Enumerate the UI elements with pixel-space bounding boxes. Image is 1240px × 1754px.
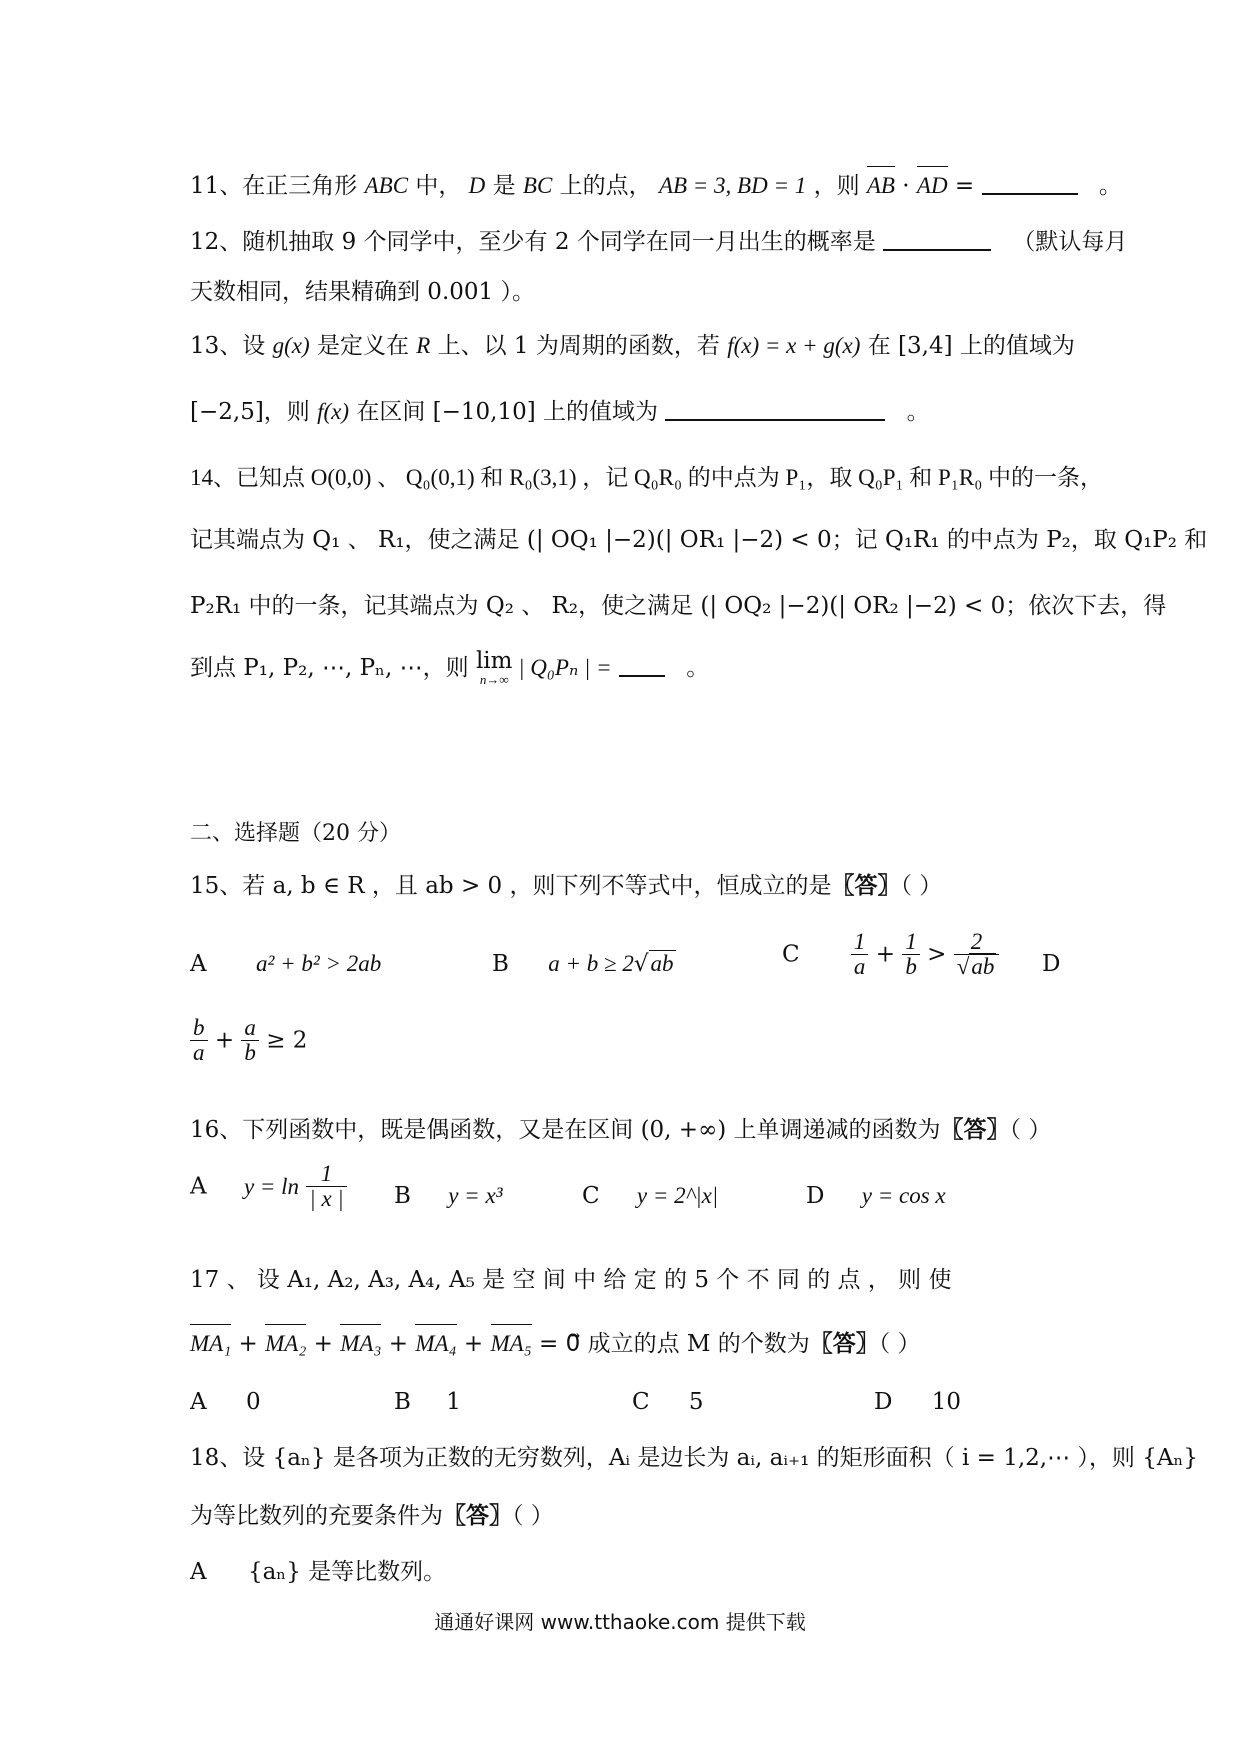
q15-c-plus: +: [875, 941, 896, 968]
question-14-line-2: [190, 522, 1208, 558]
q17-text-2: 成立的点 M 的个数为: [587, 1331, 810, 1357]
q16-a-label: A: [190, 1173, 207, 1200]
question-14-line-3: [190, 588, 1167, 624]
q15-c-d2: b: [905, 954, 917, 980]
q11-vector-ab: AB: [867, 168, 895, 204]
q15-d-d2: b: [244, 1040, 256, 1066]
q17-option-d: [874, 1384, 961, 1420]
q17-a-label: A: [190, 1389, 207, 1415]
q12-text-2: 天数相同，结果精确到 0.001 ）。: [190, 279, 535, 305]
q15-option-a: [190, 946, 381, 982]
q16-option-c: [582, 1178, 718, 1214]
q11-answer-blank: [982, 169, 1078, 195]
q17-vector-3: MA₃: [340, 1326, 381, 1362]
q15-c-gt: >: [927, 941, 947, 968]
q14-text-4: 到点 P₁, P₂, ⋯, Pₙ, ⋯，则: [190, 655, 469, 681]
question-11: [190, 168, 1122, 204]
q16-option-a: [190, 1162, 347, 1211]
q17-c-value: 5: [688, 1389, 704, 1415]
question-13: [190, 328, 1075, 364]
q13-end: 。: [906, 399, 930, 425]
q13-r: R: [416, 333, 431, 358]
q13-f2: f(x): [317, 399, 350, 424]
q17-option-a: [190, 1384, 261, 1420]
q14-text-2: 记其端点为 Q₁ 、 R₁，使之满足 (| OQ₁ |−2)(| OR₁ |−2) < 0；记 Q₁R₁ 的中点为 P₂，取 Q₁P₂ 和: [190, 527, 1208, 553]
q14-abs: | Q₀Pₙ | =: [512, 655, 612, 680]
q13-f: f(x) = x + g(x): [727, 333, 861, 358]
q17-vector-1: MA₁: [190, 1326, 231, 1362]
q16-stem: 16、下列函数中，既是偶函数，又是在区间 (0, +∞) 上单调递减的函数为: [190, 1117, 941, 1143]
q15-d-n2: a: [241, 1016, 259, 1041]
q14-text-1: 14、已知点 O(0,0) 、 Q₀(0,1) 和 R₀(3,1) ，记 Q₀R₀ 的中点为 P₁，取 Q₀P₁ 和 P₁R₀ 中的一条，: [190, 465, 1103, 490]
q18-answer-tag: 〖答〗: [443, 1502, 512, 1529]
q15-c-d1: a: [853, 954, 866, 980]
q15-d-n1: b: [190, 1016, 208, 1041]
q12-text: 12、随机抽取 9 个同学中，至少有 2 个同学在同一月出生的概率是: [190, 229, 876, 255]
question-18: [190, 1440, 1199, 1476]
q11-text-5: ，则: [813, 173, 860, 199]
q15-b-expr: a + b ≥ 2: [548, 951, 634, 976]
q15-c-n1: 1: [851, 930, 869, 955]
q16-c-expr: y = 2^|x|: [636, 1183, 719, 1208]
q15-option-d-label: [1042, 946, 1060, 982]
q15-option-b: B a + b ≥ 2√ab: [492, 951, 674, 977]
q13-text-6: 在区间 [−10,10] 上的值域为: [356, 399, 659, 425]
q13-g: g(x): [272, 333, 310, 358]
question-17: [190, 1262, 1060, 1298]
q14-lim: lim: [475, 648, 513, 674]
q16-b-label: B: [394, 1183, 411, 1209]
q16-answer-tag: 〖答〗: [940, 1116, 1010, 1143]
q15-d-ge: ≥ 2: [266, 1027, 308, 1054]
q17-option-c: [632, 1384, 704, 1420]
q15-c-n2: 1: [902, 930, 920, 955]
q15-a-label: A: [190, 951, 207, 977]
q17-vector-5: MA₅: [491, 1326, 532, 1362]
q15-b-label: B: [492, 951, 509, 977]
q17-b-value: 1: [446, 1389, 461, 1415]
q17-plus-3: +: [381, 1331, 416, 1357]
q17-a-value: 0: [245, 1389, 261, 1415]
q17-paren: （ ）: [878, 1331, 921, 1357]
q16-paren: （ ）: [1009, 1117, 1052, 1143]
q11-text-3: 是: [492, 173, 516, 199]
q11-point-d: D: [468, 173, 486, 198]
q17-d-label: D: [874, 1389, 893, 1415]
q17-b-label: B: [394, 1389, 411, 1415]
q14-answer-blank: [619, 651, 665, 677]
q18-a-label: A: [190, 1559, 207, 1585]
q17-answer-tag: 〖答〗: [809, 1330, 879, 1357]
q16-c-label: C: [582, 1183, 600, 1209]
q12-note: （默认每月: [1012, 229, 1128, 255]
q16-a-d: | x |: [309, 1186, 344, 1212]
question-12-line-2: [190, 274, 1060, 310]
q16-a-expr: y = ln: [243, 1173, 300, 1199]
q15-answer-tag: 〖答〗: [831, 872, 901, 899]
q13-text-2: 是定义在: [316, 333, 409, 359]
q15-c-d3: ab: [971, 954, 995, 980]
q17-vector-2: MA₂: [265, 1326, 306, 1362]
q13-text-3: 上、以 1 为周期的函数，若: [437, 333, 720, 359]
q15-option-d: [190, 1016, 307, 1065]
page-footer: 通通好课网 www.tthaoke.com 提供下载: [434, 1610, 806, 1634]
q11-end: 。: [1098, 173, 1122, 199]
q17-vector-4: MA₄: [415, 1326, 456, 1362]
q18-text-1: 18、设 {aₙ} 是各项为正数的无穷数列，Aᵢ 是边长为 aᵢ, aᵢ₊₁ 的矩形面积（ i = 1,2,⋯ ），则 {Aₙ}: [190, 1445, 1199, 1471]
q16-b-expr: y = x³: [448, 1183, 503, 1208]
q16-a-n: 1: [306, 1162, 346, 1187]
q17-d-value: 10: [931, 1389, 962, 1415]
q15-paren: （ ）: [900, 873, 943, 899]
q11-text-2: 中，: [415, 173, 462, 199]
question-17-line-2: [190, 1326, 1060, 1362]
q14-lim-sub: n→∞: [479, 672, 509, 687]
q18-a-text: {aₙ} 是等比数列。: [247, 1559, 447, 1585]
q13-text-5: [−2,5]，则: [190, 399, 310, 425]
q17-plus-2: +: [306, 1331, 341, 1357]
question-12: [190, 224, 1128, 260]
question-14: [190, 460, 1103, 496]
q11-text-4: 上的点，: [559, 173, 652, 199]
q15-d-d1: a: [193, 1040, 205, 1066]
q16-option-d: [806, 1178, 946, 1214]
q15-c-label: C: [782, 941, 800, 968]
q11-dot: ·: [894, 173, 917, 199]
q16-d-expr: y = cos x: [861, 1183, 946, 1208]
q13-text-1: 13、设: [190, 333, 266, 359]
q11-triangle: ABC: [364, 173, 409, 198]
q11-equals: =: [947, 173, 975, 199]
question-18-line-2: [190, 1498, 1060, 1534]
question-14-line-4: [190, 650, 1060, 686]
q17-plus-4: +: [456, 1331, 491, 1357]
q15-stem: 15、若 a, b ∈ R ，且 ab > 0 ，则下列不等式中，恒成立的是: [190, 873, 832, 899]
q15-d-plus: +: [214, 1027, 235, 1054]
q12-answer-blank: [883, 225, 991, 251]
q17-equals-zero: = 0⃗: [531, 1331, 581, 1357]
q18-text-2: 为等比数列的充要条件为: [190, 1503, 443, 1529]
q17-option-b: [394, 1384, 461, 1420]
question-16: [190, 1112, 1060, 1148]
q15-d-label: D: [1042, 951, 1061, 977]
q16-option-b: [394, 1178, 503, 1214]
question-13-line-2: [190, 394, 1060, 430]
q16-d-label: D: [806, 1183, 825, 1209]
q18-option-a: [190, 1554, 446, 1590]
q11-vector-ad: AD: [917, 168, 948, 204]
q17-plus-1: +: [231, 1331, 266, 1357]
question-15: [190, 868, 1060, 904]
q17-c-label: C: [632, 1389, 650, 1415]
q11-condition: AB = 3, BD = 1: [658, 173, 807, 198]
q15-c-n3: 2: [954, 930, 1000, 955]
q11-segment-bc: BC: [522, 173, 553, 198]
q15-a-expr: a² + b² > 2ab: [255, 951, 382, 976]
q14-text-3: P₂R₁ 中的一条，记其端点为 Q₂ 、 R₂，使之满足 (| OQ₂ |−2)(| OR₂ |−2) < 0；依次下去，得: [190, 593, 1167, 619]
q18-paren: （ ）: [512, 1503, 554, 1529]
section-heading: 二、选择题（20 分）: [190, 821, 401, 846]
q14-end: 。: [686, 655, 710, 681]
q11-text-1: 11、在正三角形: [190, 173, 358, 199]
q15-b-radicand: ab: [650, 951, 674, 976]
q15-option-c: C $\frac{1}{a}$ + $\frac{1}{b}$ > $\frac{2}{√ab}$: [782, 930, 999, 979]
q13-answer-blank: [665, 395, 885, 421]
q17-text-1: 17 、 设 A₁, A₂, A₃, A₄, A₅ 是 空 间 中 给 定 的 5 个 不 同 的 点 ， 则 使: [190, 1267, 952, 1293]
q13-text-4: 在 [3,4] 上的值域为: [867, 333, 1075, 359]
